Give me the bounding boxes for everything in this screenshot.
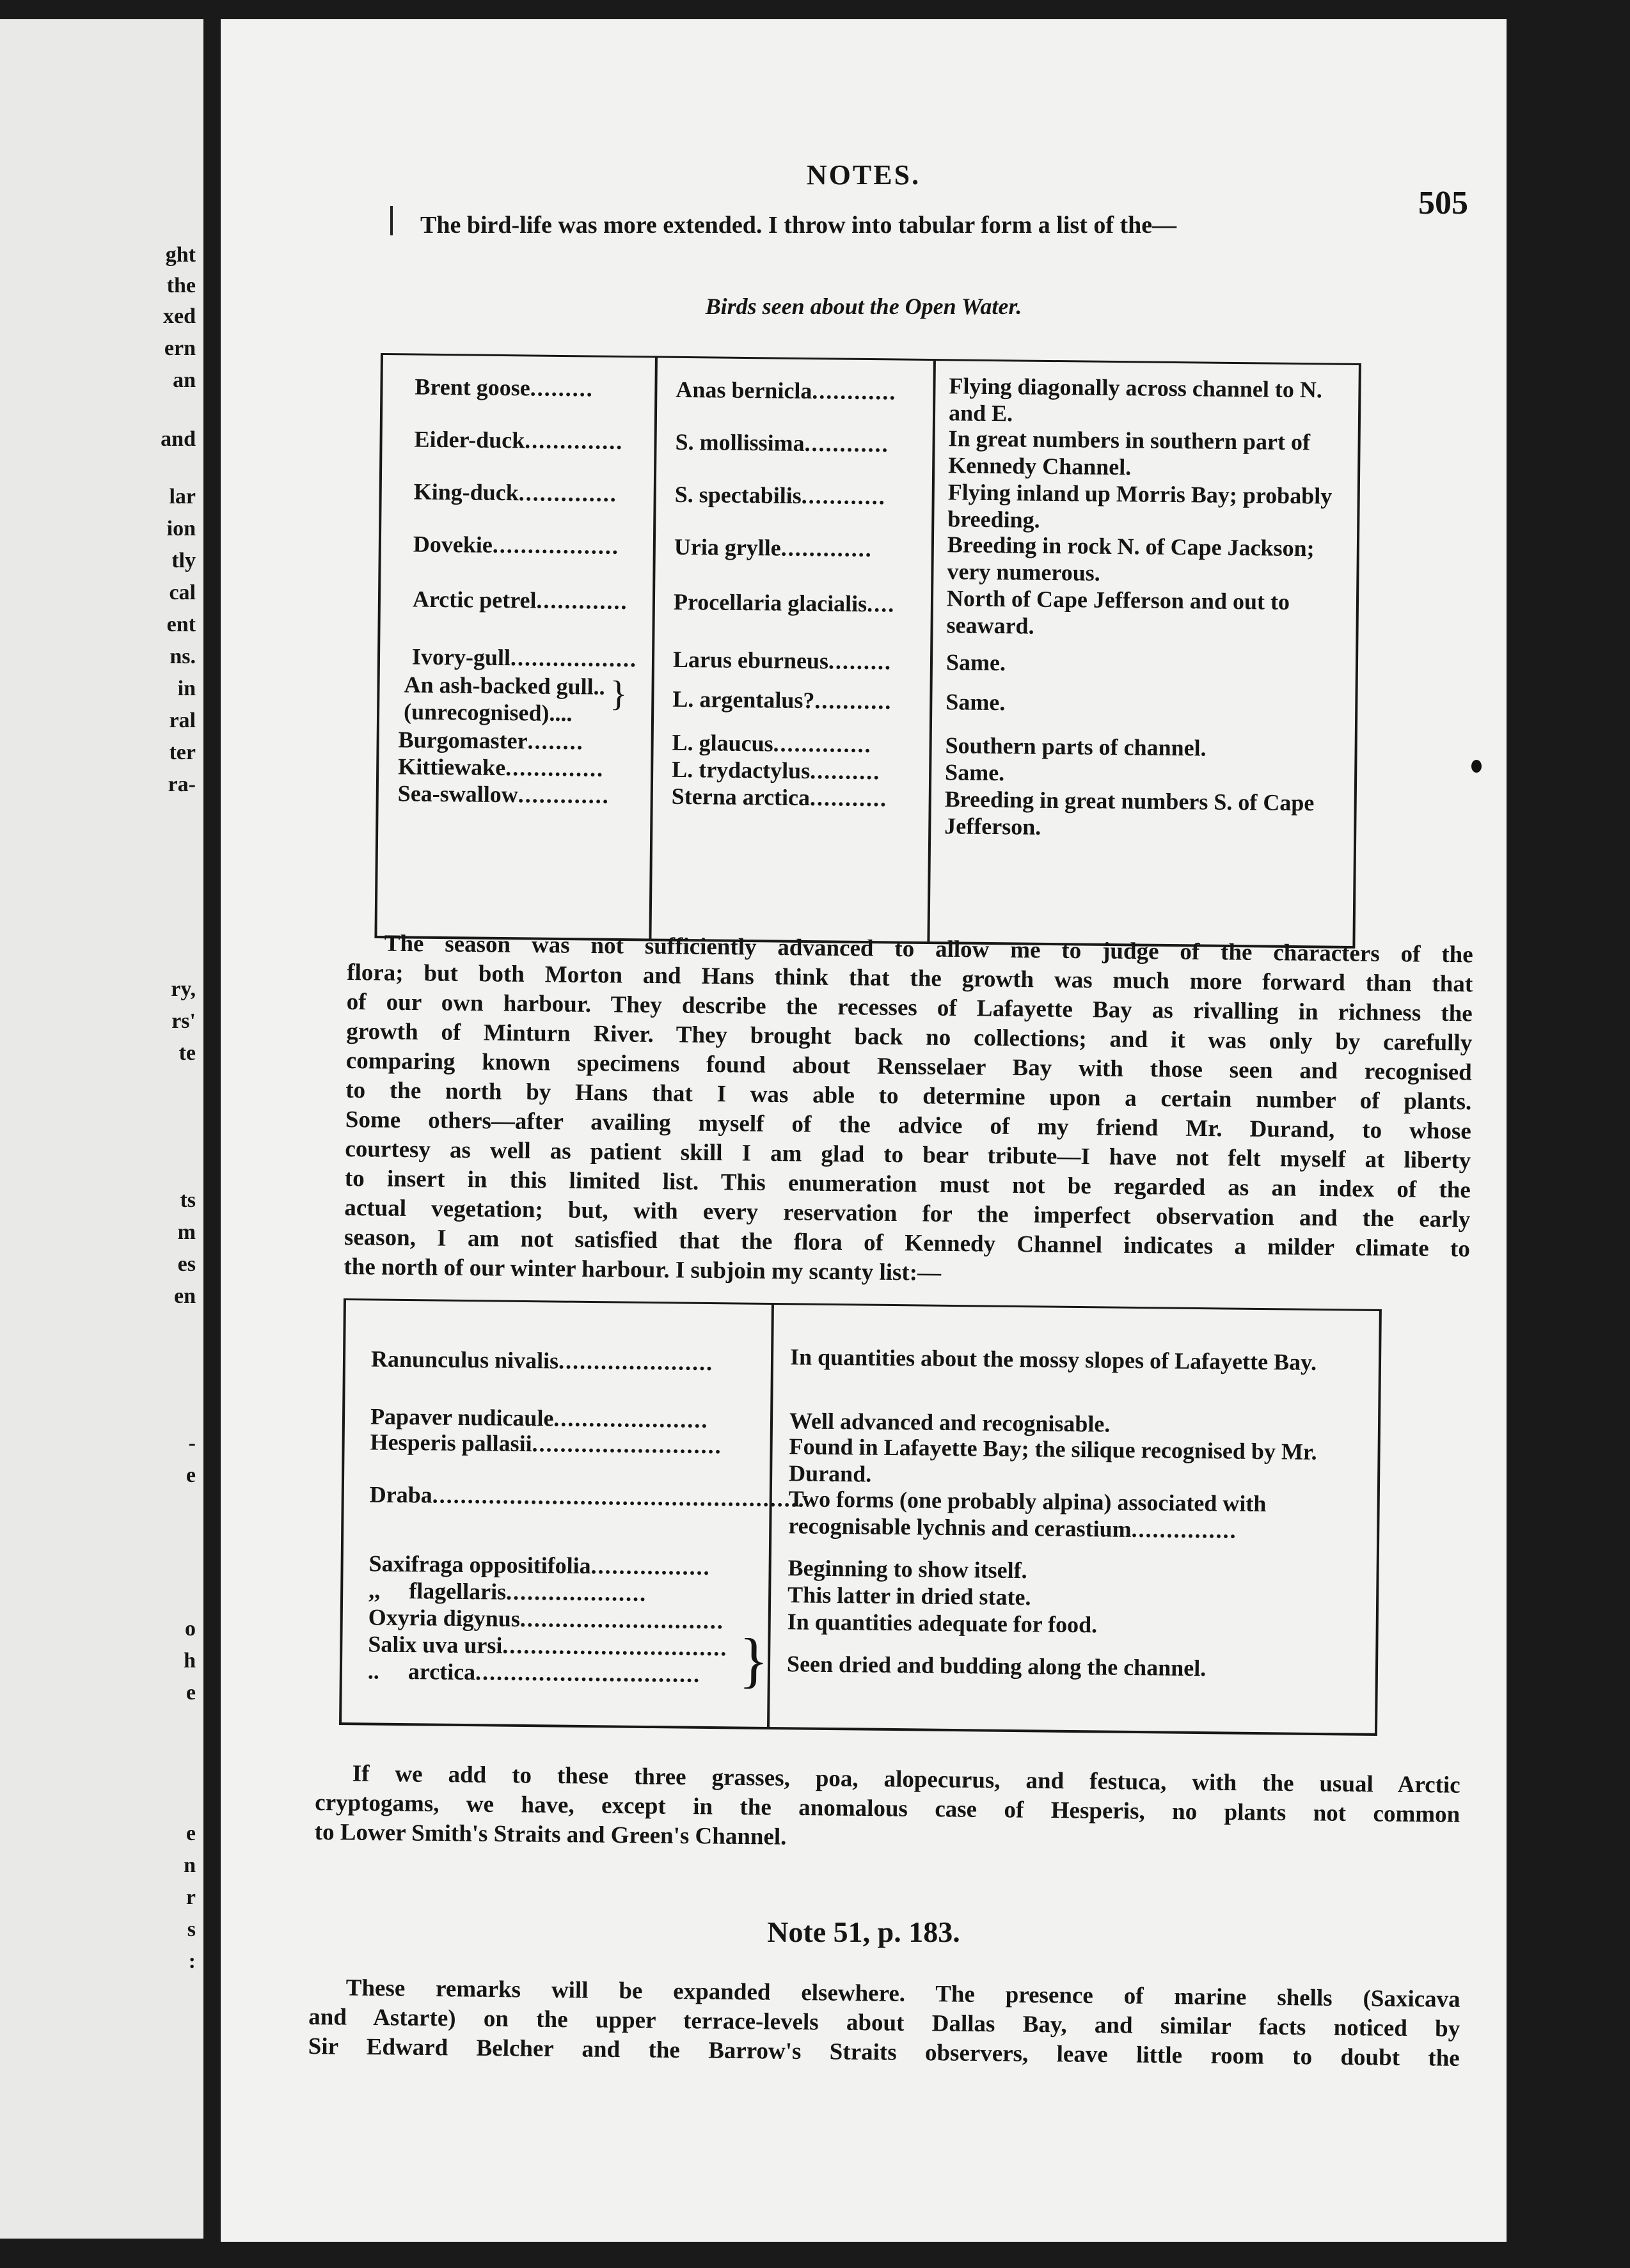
bird-note: In great numbers in southern part of Kennedy Channel. xyxy=(948,425,1311,480)
text-line: Sir Edward Belcher and the Barrow's Straits observers, leave little room to doubt the xyxy=(308,2033,1460,2072)
facing-page-fragment: ter xyxy=(169,741,196,764)
grasses-paragraph xyxy=(315,1759,1460,1859)
facing-page-fragment: r xyxy=(186,1886,196,1909)
facing-page-fragment: ry, xyxy=(171,977,196,1001)
facing-page-fragment: an xyxy=(173,368,196,392)
birds-table xyxy=(374,353,1361,949)
bird-latin-name: Anas bernicla............ xyxy=(676,376,897,405)
text-line: growth of Minturn River. They brought back no collections; and it was only by carefully xyxy=(346,1018,1473,1057)
facing-page-fragment: xed xyxy=(163,304,196,328)
bird-latin-name: Sterna arctica........... xyxy=(671,783,888,812)
facing-page-fragment: ns. xyxy=(170,645,196,668)
note-heading: Note 51, p. 183. xyxy=(767,1916,960,1948)
bird-common-name: Eider-duck.............. xyxy=(414,426,624,454)
bird-latin-name: L. argentalus?........... xyxy=(672,686,892,714)
facing-page-fragment: en xyxy=(174,1284,196,1308)
text-line: cryptogams, we have, except in the anomalous case of Hesperis, no plants not common xyxy=(315,1789,1460,1828)
facing-page-fragment: ent xyxy=(166,613,196,636)
text-line: the north of our winter harbour. I subjoin my scanty list:— xyxy=(344,1253,942,1286)
plant-note: Seen dried and budding along the channel. xyxy=(786,1651,1207,1681)
facing-page-fragment: tly xyxy=(171,549,196,572)
bird-latin-name: Procellaria glacialis.... xyxy=(673,588,896,617)
plant-note: Two forms (one probably alpina) associated with recognisable lychnis and cerastium............... xyxy=(788,1486,1267,1543)
plant-name: Draba..................................................... xyxy=(369,1481,805,1512)
bird-common-name: Sea-swallow............. xyxy=(397,780,610,808)
bird-common-name: Ivory-gull.................. xyxy=(411,643,638,672)
column-divider xyxy=(927,361,936,941)
facing-page-fragment: h xyxy=(184,1649,196,1673)
plant-name: Papaver nudicaule...................... xyxy=(370,1403,709,1433)
facing-page-fragment: o xyxy=(185,1617,196,1641)
bird-latin-name: L. glaucus.............. xyxy=(672,729,872,758)
facing-page xyxy=(0,19,203,2239)
facing-page-fragment: ght xyxy=(165,243,196,267)
facing-page-fragment: te xyxy=(178,1041,196,1065)
bird-common-name: Brent goose......... xyxy=(415,374,594,402)
facing-page-fragment: - xyxy=(188,1431,196,1455)
facing-page-fragment: ral xyxy=(169,709,196,732)
text-line: to the north by Hans that I was able to determine upon a certain number of plants. xyxy=(345,1076,1472,1115)
text-line: The season was not sufficiently advanced to allow me to judge of the characters of the xyxy=(384,930,1473,968)
facing-page-fragment: and xyxy=(161,427,196,451)
text-line: Some others—after availing myself of the advice of my friend Mr. Durand, to whose xyxy=(345,1106,1471,1145)
facing-page-fragment: ra- xyxy=(168,773,196,796)
text-line: comparing known specimens found about Rensselaer Bay with those seen and recognised xyxy=(345,1047,1472,1086)
bird-note: Flying diagonally across channel to N. and E. xyxy=(948,373,1323,427)
facing-page-fragment: e xyxy=(186,1681,196,1705)
text-line: to Lower Smith's Straits and Green's Channel. xyxy=(314,1818,787,1850)
facing-page-fragment: in xyxy=(177,677,196,700)
text-line: If we add to these three grasses, poa, alopecurus, and festuca, with the usual Arctic xyxy=(352,1760,1460,1799)
plants-table xyxy=(339,1298,1382,1736)
plant-note: This latter in dried state. xyxy=(787,1582,1031,1610)
table-caption: Birds seen about the Open Water. xyxy=(705,294,1022,319)
text-line: to insert in this limited list. This enumeration must not be regarded as an index of the xyxy=(344,1165,1471,1204)
plant-note: Found in Lafayette Bay; the silique recognised by Mr. Durand. xyxy=(788,1433,1317,1487)
brace: } xyxy=(610,673,628,714)
plant-name: Saxifraga oppositifolia................. xyxy=(368,1550,711,1580)
bird-common-name: King-duck.............. xyxy=(413,478,617,507)
bird-note: Flying inland up Morris Bay; probably breeding. xyxy=(947,479,1333,533)
book-page xyxy=(221,19,1507,2242)
ink-spot xyxy=(1471,760,1482,773)
plant-name: Hesperis pallasii........................... xyxy=(370,1429,722,1459)
plant-name: .. arctica................................ xyxy=(367,1658,701,1687)
plant-name: Oxyria digynus............................. xyxy=(368,1604,725,1634)
bird-latin-name: L. trydactylus.......... xyxy=(672,756,881,785)
bird-latin-name: S. mollissima............ xyxy=(675,429,889,457)
facing-page-fragment: the xyxy=(166,274,196,297)
bird-common-name: An ash-backed gull.. (unrecognised).... xyxy=(403,672,605,727)
facing-page-fragment: m xyxy=(177,1220,196,1244)
plant-note: Well advanced and recognisable. xyxy=(789,1408,1111,1437)
plant-note: In quantities about the mossy slopes of Lafayette Bay. xyxy=(789,1344,1317,1375)
facing-page-fragment: ern xyxy=(164,336,196,360)
text-line: flora; but both Morton and Hans think that the growth was much more forward than that xyxy=(347,959,1473,998)
facing-page-fragment: es xyxy=(177,1252,196,1276)
bird-note: Same. xyxy=(944,759,1005,786)
note-51-paragraph xyxy=(308,1973,1460,2074)
bird-note: Breeding in great numbers S. of Cape Jefferson. xyxy=(944,786,1315,840)
facing-page-fragment: n xyxy=(184,1854,196,1877)
bird-latin-name: S. spectabilis............ xyxy=(674,481,886,510)
text-line: of our own harbour. They describe the recesses of Lafayette Bay as rivalling in richness the xyxy=(346,988,1473,1027)
bird-note: Same. xyxy=(946,689,1006,716)
column-divider xyxy=(649,358,658,938)
plant-note: Beginning to show itself. xyxy=(787,1555,1027,1584)
flora-paragraph xyxy=(344,929,1473,1293)
facing-page-fragment: lar xyxy=(169,485,196,508)
bird-note: Southern parts of channel. xyxy=(945,732,1207,761)
plant-note: In quantities adequate for food. xyxy=(787,1609,1098,1638)
facing-page-fragment: : xyxy=(188,1949,196,1973)
facing-page-fragment: rs' xyxy=(171,1009,196,1033)
text-line: courtesy as well as patient skill I am glad to bear tribute—I have not felt myself at liberty xyxy=(345,1135,1471,1174)
intro-line: The bird-life was more extended. I throw into tabular form a list of the— xyxy=(420,212,1177,239)
bird-latin-name: Larus eburneus......... xyxy=(672,646,892,675)
plant-name: ,, flagellaris.................... xyxy=(368,1577,647,1606)
plant-name: Salix uva ursi................................ xyxy=(368,1631,728,1661)
bird-common-name: Kittiewake.............. xyxy=(398,753,605,782)
facing-page-fragment: ts xyxy=(180,1188,196,1212)
margin-mark xyxy=(390,206,393,235)
bird-common-name: Dovekie.................. xyxy=(413,531,620,559)
page-number: 505 xyxy=(1418,185,1468,221)
facing-page-fragment: s xyxy=(187,1918,196,1941)
running-head: NOTES. xyxy=(806,159,921,191)
text-line: season, I am not satisfied that the flora of Kennedy Channel indicates a milder climate to xyxy=(344,1224,1471,1263)
facing-page-fragment: e xyxy=(186,1822,196,1845)
plant-name: Ranunculus nivalis...................... xyxy=(370,1346,714,1376)
brace: } xyxy=(738,1625,769,1694)
bird-latin-name: Uria grylle............. xyxy=(674,533,873,562)
bird-common-name: Arctic petrel............. xyxy=(412,586,628,615)
facing-page-fragment: cal xyxy=(169,581,196,604)
facing-page-fragment: e xyxy=(186,1463,196,1487)
text-line: These remarks will be expanded elsewhere. The presence of marine shells (Saxicava xyxy=(345,1974,1460,2013)
bird-note: Same. xyxy=(946,649,1006,676)
bird-note: Breeding in rock N. of Cape Jackson; very numerous. xyxy=(947,532,1315,586)
bird-common-name: Burgomaster........ xyxy=(398,727,584,755)
facing-page-fragment: ion xyxy=(166,517,196,540)
text-line: actual vegetation; but, with every reservation for the imperfect observation and the early xyxy=(344,1194,1471,1233)
text-line: and Astarte) on the upper terrace-levels about Dallas Bay, and similar facts noticed by xyxy=(308,2003,1460,2042)
bird-note: North of Cape Jefferson and out to seaward. xyxy=(946,585,1290,639)
